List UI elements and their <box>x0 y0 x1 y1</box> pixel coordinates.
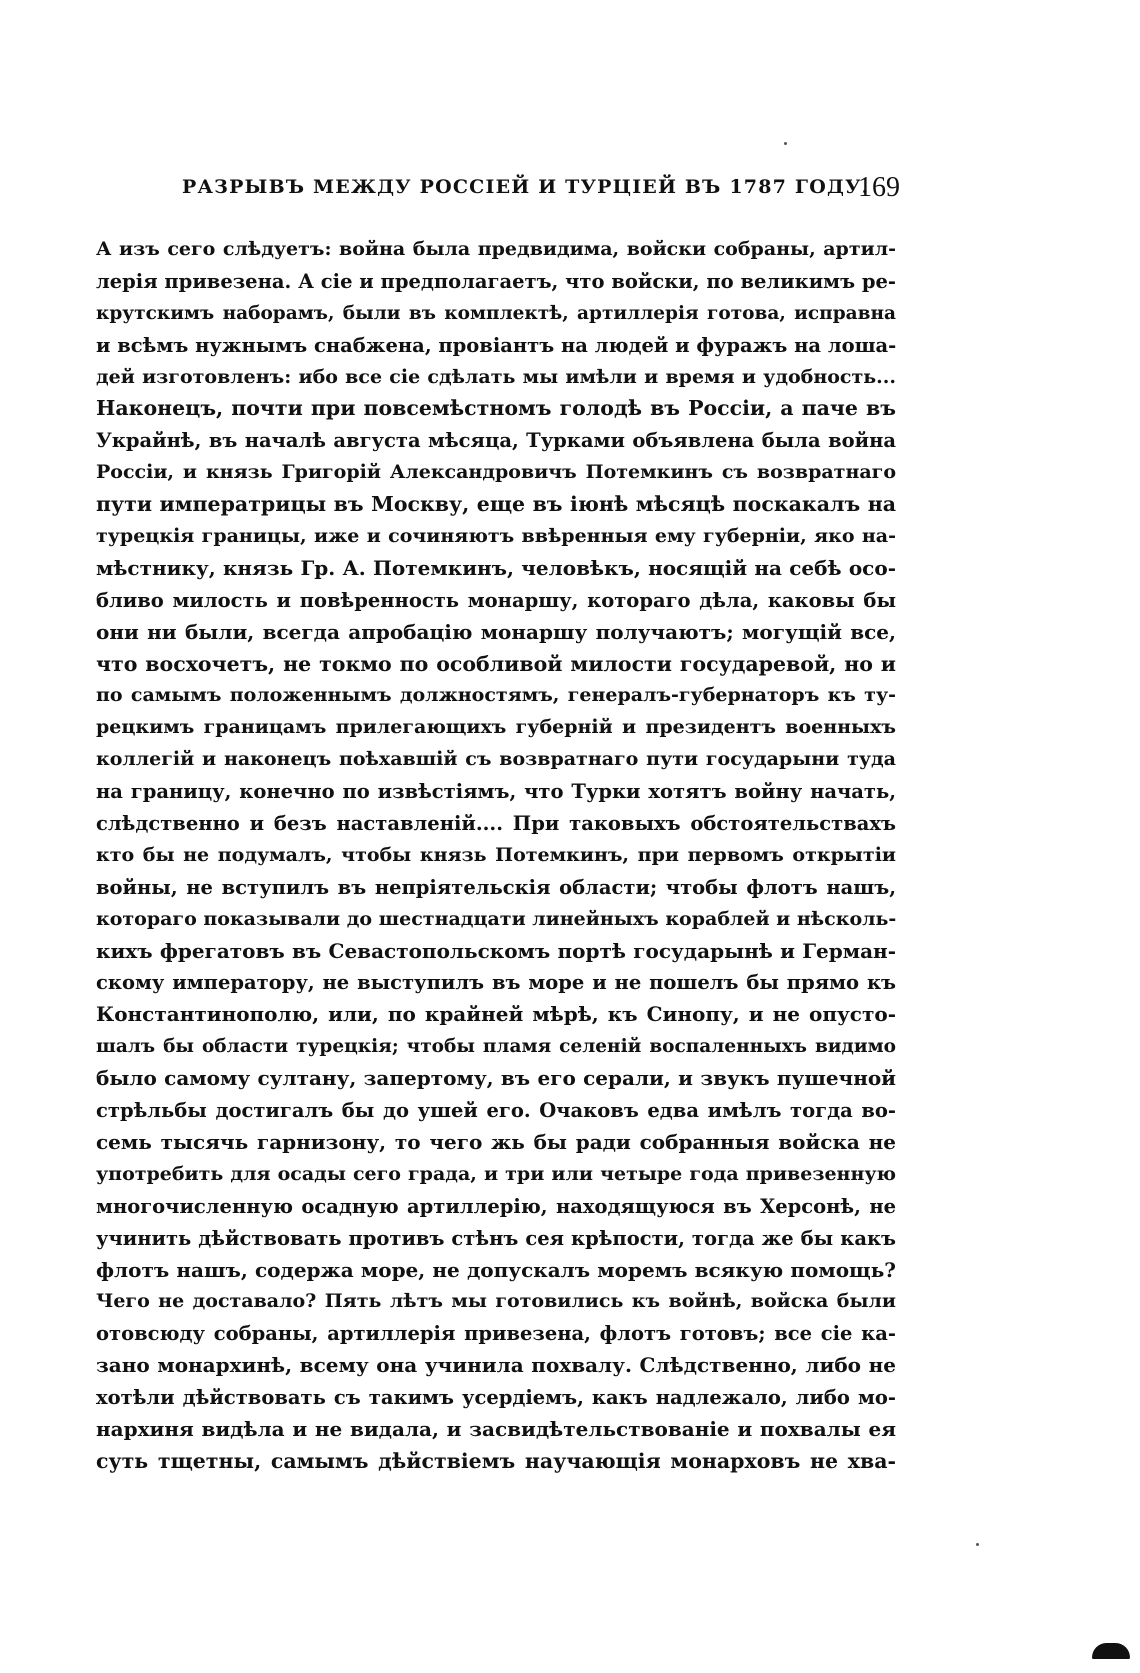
text-line: котораго показывали до шестнадцати линейныхъ кораблей и нѣсколь- <box>96 907 896 930</box>
running-title: РАЗРЫВЪ МЕЖДУ РОССІЕЙ И ТУРЦІЕЙ ВЪ 1787 ГОДУ. <box>182 176 870 198</box>
text-line: Россіи, и князь Григорій Александровичъ Потемкинъ съ возвратнаго <box>96 461 896 484</box>
running-head <box>182 172 900 206</box>
text-line: коллегій и наконецъ поѣхавшій съ возвратнаго пути государыни туда <box>96 748 896 771</box>
text-line: хотѣли дѣйствовать съ такимъ усердіемъ, какъ надлежало, либо мо- <box>96 1386 896 1410</box>
text-line: стрѣльбы достигалъ бы до ушей его. Очаковъ едва имѣлъ тогда во- <box>96 1099 896 1123</box>
text-line: зано монархинѣ, всему она учинила похвалу. Слѣдственно, либо не <box>96 1353 896 1378</box>
text-line: кто бы не подумалъ, чтобы князь Потемкинъ, при первомъ открытіи <box>96 843 896 866</box>
text-line: многочисленную осадную артиллерію, находящуюся въ Херсонѣ, не <box>96 1194 896 1218</box>
text-line: бливо милость и повѣренность монаршу, котораго дѣла, каковы бы <box>96 588 896 612</box>
text-line: А изъ сего слѣдуетъ: война была предвидима, войски собраны, артил- <box>96 238 896 260</box>
text-line: мѣстнику, князь Гр. А. Потемкинъ, человѣкъ, носящій на себѣ осо- <box>96 555 896 580</box>
ink-speck <box>784 142 787 145</box>
text-line: на границу, конечно по извѣстіямъ, что Турки хотятъ войну начать, <box>96 780 896 804</box>
page-number: 169 <box>858 172 900 203</box>
text-line: турецкія границы, иже и сочиняютъ ввѣренныя ему губерніи, яко на- <box>96 525 896 548</box>
text-line: пути императрицы въ Москву, еще въ іюнѣ мѣсяцѣ поскакалъ на <box>96 492 896 517</box>
text-line: слѣдственно и безъ наставленій.... При таковыхъ обстоятельствахъ <box>96 812 896 836</box>
text-line: скому императору, не выступилъ въ море и не пошелъ бы прямо къ <box>96 971 896 995</box>
ink-speck <box>976 1543 979 1546</box>
text-line: Чего не доставало? Пять лѣтъ мы готовились къ войнѣ, войска были <box>96 1290 896 1313</box>
text-line: учинить дѣйствовать противъ стѣнъ сея крѣпости, тогда же бы какъ <box>96 1226 896 1250</box>
text-line: войны, не вступилъ въ непріятельскія области; чтобы флотъ нашъ, <box>96 875 896 899</box>
text-line: употребить для осады сего града, и три или четыре года привезенную <box>96 1162 896 1185</box>
text-line: нархиня видѣла и не видала, и засвидѣтельствованіе и похвалы ея <box>96 1416 896 1441</box>
text-line: флотъ нашъ, содержа море, не допускалъ моремъ всякую помощь? <box>96 1257 896 1282</box>
text-line: дей изготовленъ: ибо все сіе сдѣлать мы имѣли и время и удобность... <box>96 365 896 388</box>
text-line: по самымъ положеннымъ должностямъ, генералъ-губернаторъ къ ту- <box>96 684 896 707</box>
text-line: Наконецъ, почти при повсемѣстномъ голодѣ въ Россіи, а паче въ <box>96 396 896 421</box>
text-line: крутскимъ наборамъ, были въ комплектѣ, артиллерія готова, исправна <box>96 302 896 324</box>
text-line: лерія привезена. А сіе и предполагаетъ, что войски, по великимъ ре- <box>96 269 896 293</box>
text-line: рецкимъ границамъ прилегающихъ губерній и президентъ военныхъ <box>96 716 896 739</box>
page-edge-tab <box>1092 1643 1130 1659</box>
text-line: Украйнѣ, въ началѣ августа мѣсяца, Турками объявлена была война <box>96 429 896 453</box>
text-line: было самому султану, запертому, въ его серали, и звукъ пушечной <box>96 1066 896 1091</box>
text-line: семь тысячь гарнизону, то чего жь бы ради собранныя войска не <box>96 1129 896 1154</box>
text-line: они ни были, всегда апробацію монаршу получаютъ; могущій все, <box>96 619 896 644</box>
text-line: шалъ бы области турецкія; чтобы пламя селеній воспаленныхъ видимо <box>96 1036 896 1058</box>
text-line: суть тщетны, самымъ дѣйствіемъ научающія монарховъ не хва- <box>96 1448 896 1473</box>
text-line: что восхочетъ, не токмо по особливой милости государевой, но и <box>96 651 896 676</box>
text-line: Константинополю, или, по крайней мѣрѣ, къ Синопу, и не опусто- <box>96 1002 896 1027</box>
body-text <box>96 234 896 1478</box>
text-line: кихъ фрегатовъ въ Севастопольскомъ портѣ государынѣ и Герман- <box>96 938 896 963</box>
text-line: отовсюду собраны, артиллерія привезена, флотъ готовъ; все сіе ка- <box>96 1322 896 1346</box>
text-line: и всѣмъ нужнымъ снабжена, провіантъ на людей и фуражъ на лоша- <box>96 333 896 357</box>
